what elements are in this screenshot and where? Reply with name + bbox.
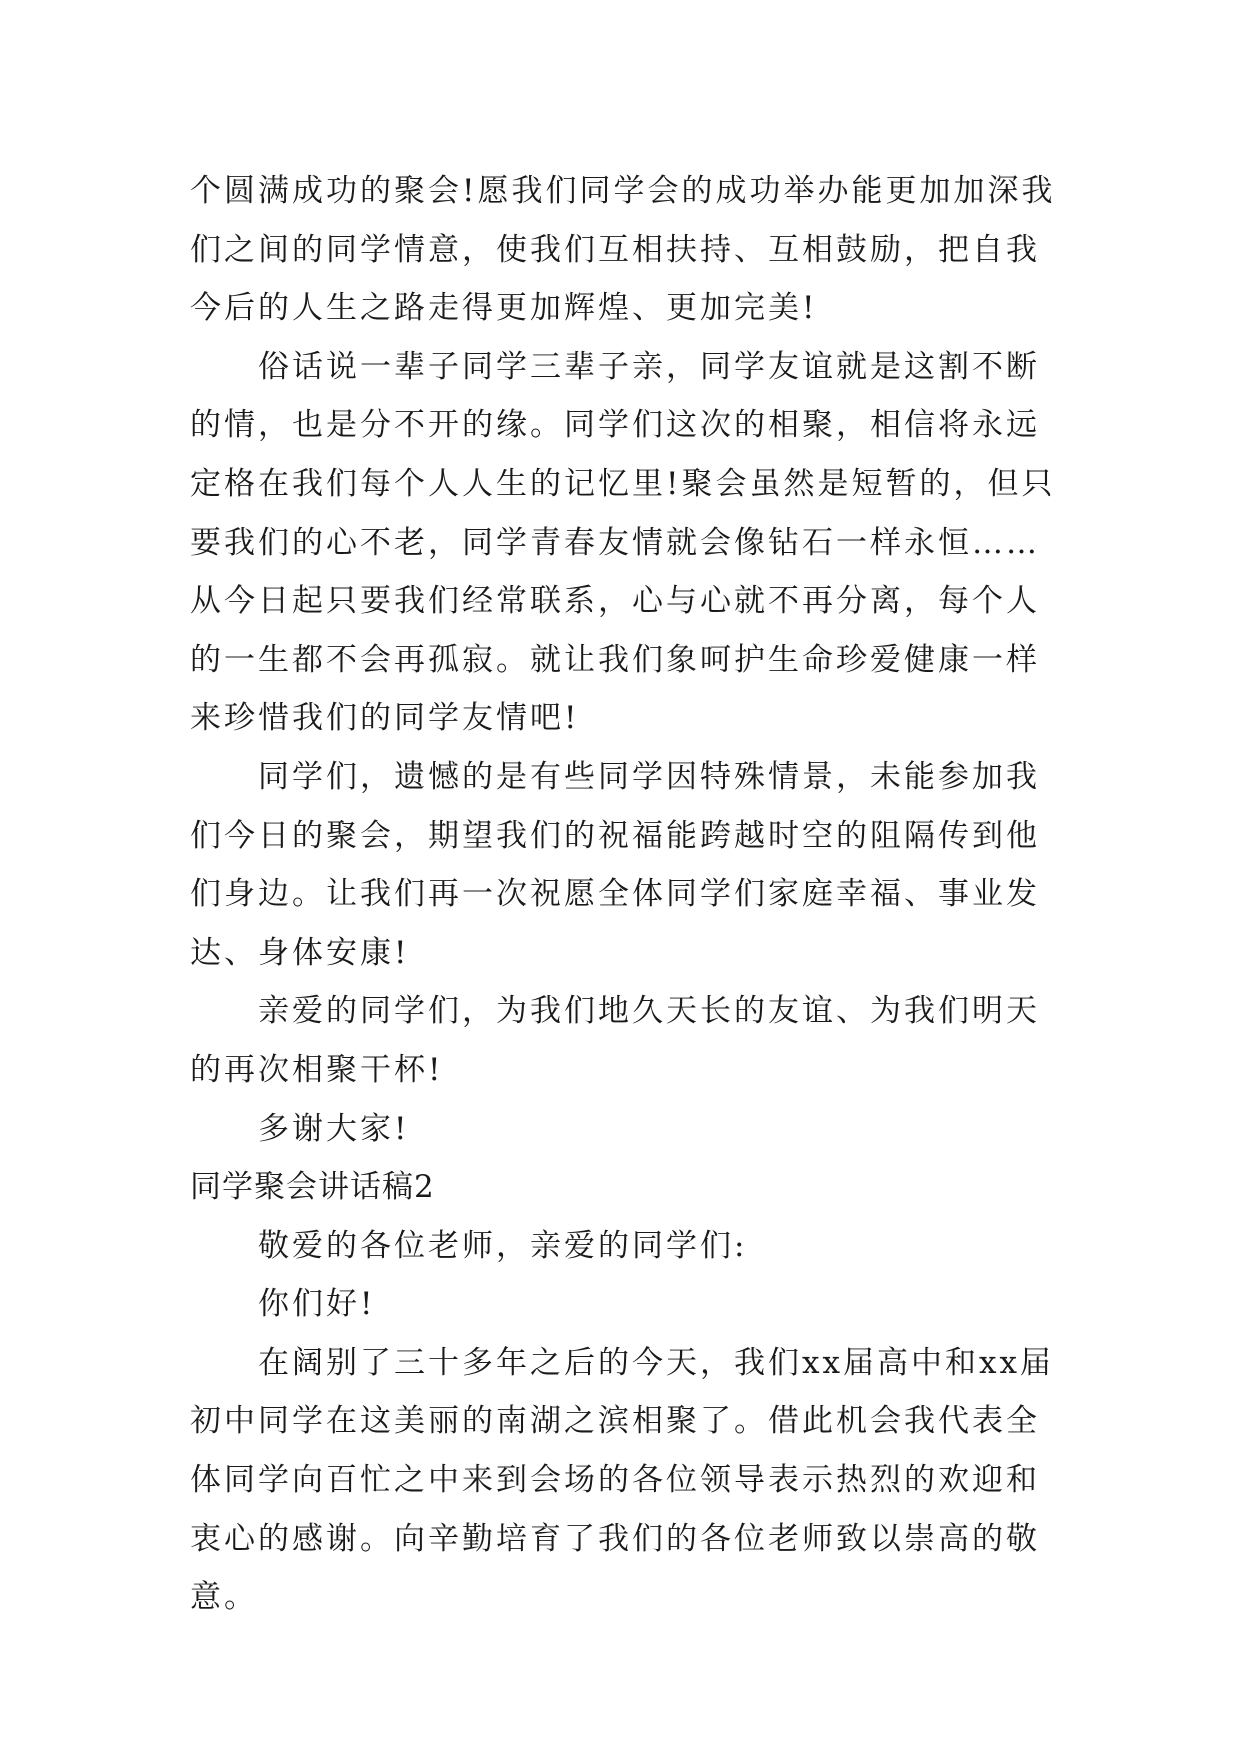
paragraph-2: 俗话说一辈子同学三辈子亲，同学友谊就是这割不断的情，也是分不开的缘。同学们这次的相聚，相信将永远定格在我们每个人人生的记忆里!聚会虽然是短暂的，但只要我们的心不老，同学青春友情就会像钻石一样永恒……从今日起只要我们经常联系，心与心就不再分离，每个人的一生都不会再孤寂。就让我们象呵护生命珍爱健康一样来珍惜我们的同学友情吧! — [190, 348, 1056, 737]
salutation: 敬爱的各位老师，亲爱的同学们: — [258, 1227, 748, 1264]
paragraph-4: 亲爱的同学们，为我们地久天长的友谊、为我们明天的再次相聚干杯! — [190, 993, 1040, 1088]
paragraph-1: 个圆满成功的聚会!愿我们同学会的成功举办能更加加深我们之间的同学情意，使我们互相扶持、互相鼓励，把自我今后的人生之路走得更加辉煌、更加完美! — [190, 173, 1056, 327]
paragraph-5: 多谢大家! — [258, 1110, 410, 1147]
greeting: 你们好! — [258, 1286, 376, 1323]
paragraph-6: 在阔别了三十多年之后的今天，我们xx届高中和xx届初中同学在这美丽的南湖之滨相聚了。借此机会我代表全体同学向百忙之中来到会场的各位领导表示热烈的欢迎和衷心的感谢。向辛勤培育了我们的各位老师致以崇高的敬意。 — [190, 1344, 1054, 1616]
paragraph-3: 同学们，遗憾的是有些同学因特殊情景，未能参加我们今日的聚会，期望我们的祝福能跨越时空的阻隔传到他们身边。让我们再一次祝愿全体同学们家庭幸福、事业发达、身体安康! — [190, 758, 1040, 971]
section-heading: 同学聚会讲话稿2 — [190, 1169, 435, 1206]
document-body — [190, 162, 1070, 1627]
